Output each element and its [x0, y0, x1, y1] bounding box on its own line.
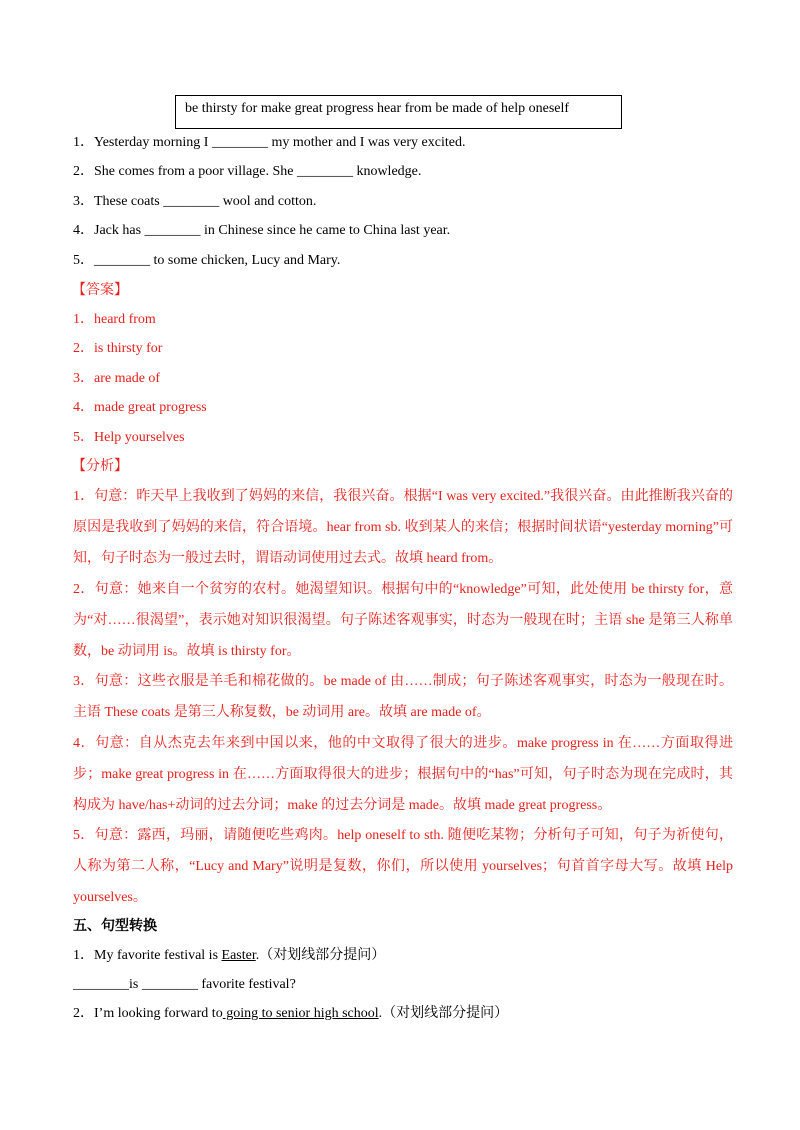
answer-header: 【答案】	[72, 283, 128, 298]
question-2: 2．She comes from a poor village. She ________ knowledge.	[73, 164, 422, 179]
word-bank-box	[175, 95, 622, 129]
question-4: 4．Jack has ________ in Chinese since he came to China last year.	[73, 223, 451, 238]
rewrite-question-1	[73, 946, 733, 966]
answer-3: 3．are made of	[73, 371, 161, 386]
section-title: 五、句型转换	[73, 918, 157, 934]
analysis-5: 5．句意：露西，玛丽，请随便吃些鸡肉。help oneself to sth. 随便吃某物；分析句子可知，句子为祈使句，人称为第二人称，“Lucy and Mary”说明是复数，你们，所以使用 yourselves；句首首字母大写。故填 Help yourselves。	[73, 828, 733, 905]
rewrite-q1-underlined: Easter	[221, 948, 256, 963]
answer-5: 5．Help yourselves	[73, 430, 185, 445]
answer-2: 2．is thirsty for	[73, 341, 163, 356]
rewrite-q2-prefix: 2．I’m looking forward to	[73, 1006, 223, 1021]
rewrite-q1-prefix: 1．My favorite festival is	[73, 948, 222, 963]
rewrite-q1-suffix: .（对划线部分提问）	[255, 948, 386, 963]
rewrite-answer-line-1: ________is ________ favorite festival?	[73, 977, 296, 992]
analysis-1: 1．句意：昨天早上我收到了妈妈的来信，我很兴奋。根据“I was very excited.”我很兴奋。由此推断我兴奋的原因是我收到了妈妈的来信，符合语境。hear from sb. 收到某人的来信；根据时间状语“yesterday morning”可知，句子时态为一般过去时，谓语动词使用过去式。故填 heard from。	[73, 489, 733, 566]
analysis-3: 3．句意：这些衣服是羊毛和棉花做的。be made of 由……制成；句子陈述客观事实，时态为一般现在时。主语 These coats 是第三人称复数，be 动词用 are。故填 are made of。	[73, 674, 733, 720]
question-3: 3．These coats ________ wool and cotton.	[73, 194, 317, 209]
rewrite-q2-underlined: going to senior high school	[222, 1006, 379, 1021]
analysis-4: 4．句意：自从杰克去年来到中国以来，他的中文取得了很大的进步。make progress in 在……方面取得进步；make great progress in 在……方面取得很大的进步；根据句中的“has”可知，句子时态为现在完成时，其构成为 have/has+动词的过去分词；make 的过去分词是 made。故填 made great progress。	[73, 736, 733, 813]
rewrite-question-2	[73, 1004, 733, 1024]
question-1: 1．Yesterday morning I ________ my mother and I was very excited.	[73, 135, 466, 150]
answer-1: 1．heard from	[73, 312, 156, 327]
analysis-2: 2．句意：她来自一个贫穷的农村。她渴望知识。根据句中的“knowledge”可知，此处使用 be thirsty for，意为“对……很渴望”，表示她对知识很渴望。句子陈述客观事实，时态为一般现在时；主语 she 是第三人称单数，be 动词用 is。故填 is thirsty for。	[73, 582, 733, 659]
analysis-header: 【分析】	[72, 459, 128, 474]
answer-4: 4．made great progress	[73, 400, 207, 415]
rewrite-q2-suffix: .（对划线部分提问）	[378, 1006, 509, 1021]
word-bank-text: be thirsty for make great progress hear from be made of help oneself	[185, 101, 570, 116]
question-5: 5．________ to some chicken, Lucy and Mary.	[73, 253, 341, 268]
